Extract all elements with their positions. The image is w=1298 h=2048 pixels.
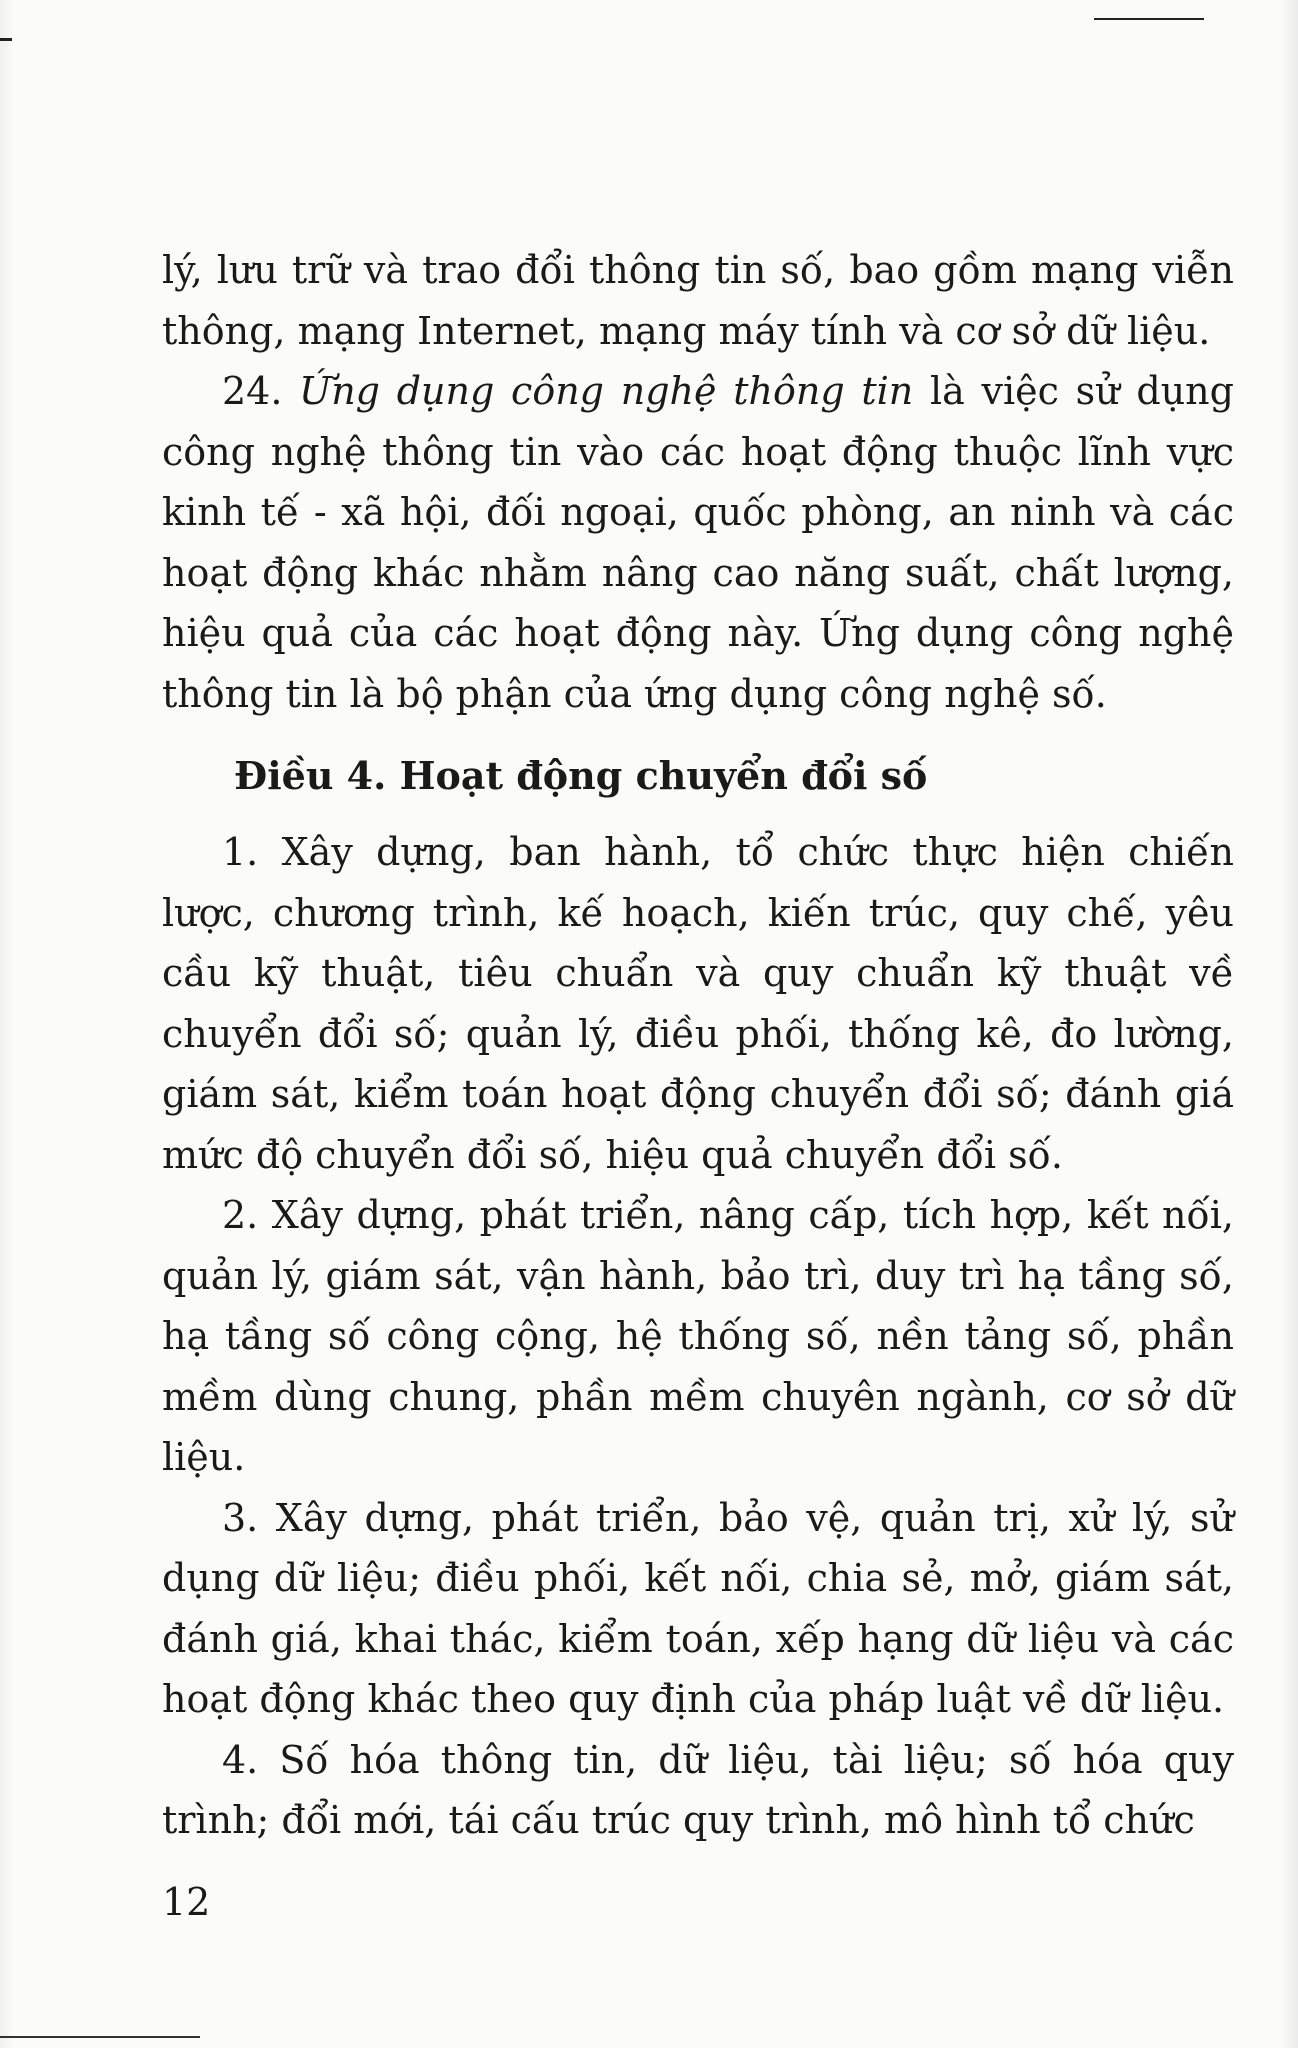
item-24-number: 24. — [222, 369, 283, 413]
clause-4: 4. Số hóa thông tin, dữ liệu, tài liệu; số hóa quy trình; đổi mới, tái cấu trúc quy trình, mô hình tổ chức — [162, 1737, 1234, 1842]
article-4-heading: Điều 4. Hoạt động chuyển đổi số — [234, 753, 928, 798]
page-body — [162, 240, 1234, 1851]
item-24-paragraph — [162, 361, 1234, 724]
top-left-mark — [0, 38, 12, 41]
bottom-decorative-rule — [0, 2036, 200, 2038]
top-decorative-rule — [1094, 18, 1204, 20]
continuation-paragraph: lý, lưu trữ và trao đổi thông tin số, bao gồm mạng viễn thông, mạng Internet, mạng máy tính và cơ sở dữ liệu. — [162, 248, 1234, 353]
item-24-text: là việc sử dụng công nghệ thông tin vào các hoạt động thuộc lĩnh vực kinh tế - xã hội, đối ngoại, quốc phòng, an ninh và các hoạt động khác nhằm nâng cao năng suất, chất lượng, hiệu quả của các hoạt động này. Ứng dụng công nghệ thông tin là bộ phận của ứng dụng công nghệ số. — [162, 369, 1234, 716]
clause-2: 2. Xây dựng, phát triển, nâng cấp, tích hợp, kết nối, quản lý, giám sát, vận hành, bảo trì, duy trì hạ tầng số, hạ tầng số công cộng, hệ thống số, nền tảng số, phần mềm dùng chung, phần mềm chuyên ngành, cơ sở dữ liệu. — [162, 1193, 1234, 1479]
clause-3: 3. Xây dựng, phát triển, bảo vệ, quản trị, xử lý, sử dụng dữ liệu; điều phối, kết nối, chia sẻ, mở, giám sát, đánh giá, khai thác, kiểm toán, xếp hạng dữ liệu và các hoạt động khác theo quy định của pháp luật về dữ liệu. — [162, 1495, 1234, 1721]
clause-1: 1. Xây dựng, ban hành, tổ chức thực hiện chiến lược, chương trình, kế hoạch, kiến trúc, quy chế, yêu cầu kỹ thuật, tiêu chuẩn và quy chuẩn kỹ thuật về chuyển đổi số; quản lý, điều phối, thống kê, đo lường, giám sát, kiểm toán hoạt động chuyển đổi số; đánh giá mức độ chuyển đổi số, hiệu quả chuyển đổi số. — [162, 830, 1234, 1177]
page-right-edge — [1280, 0, 1298, 2048]
page-number: 12 — [162, 1880, 211, 1924]
page-left-edge — [0, 0, 14, 2048]
item-24-term: Ứng dụng công nghệ thông tin — [299, 369, 914, 413]
